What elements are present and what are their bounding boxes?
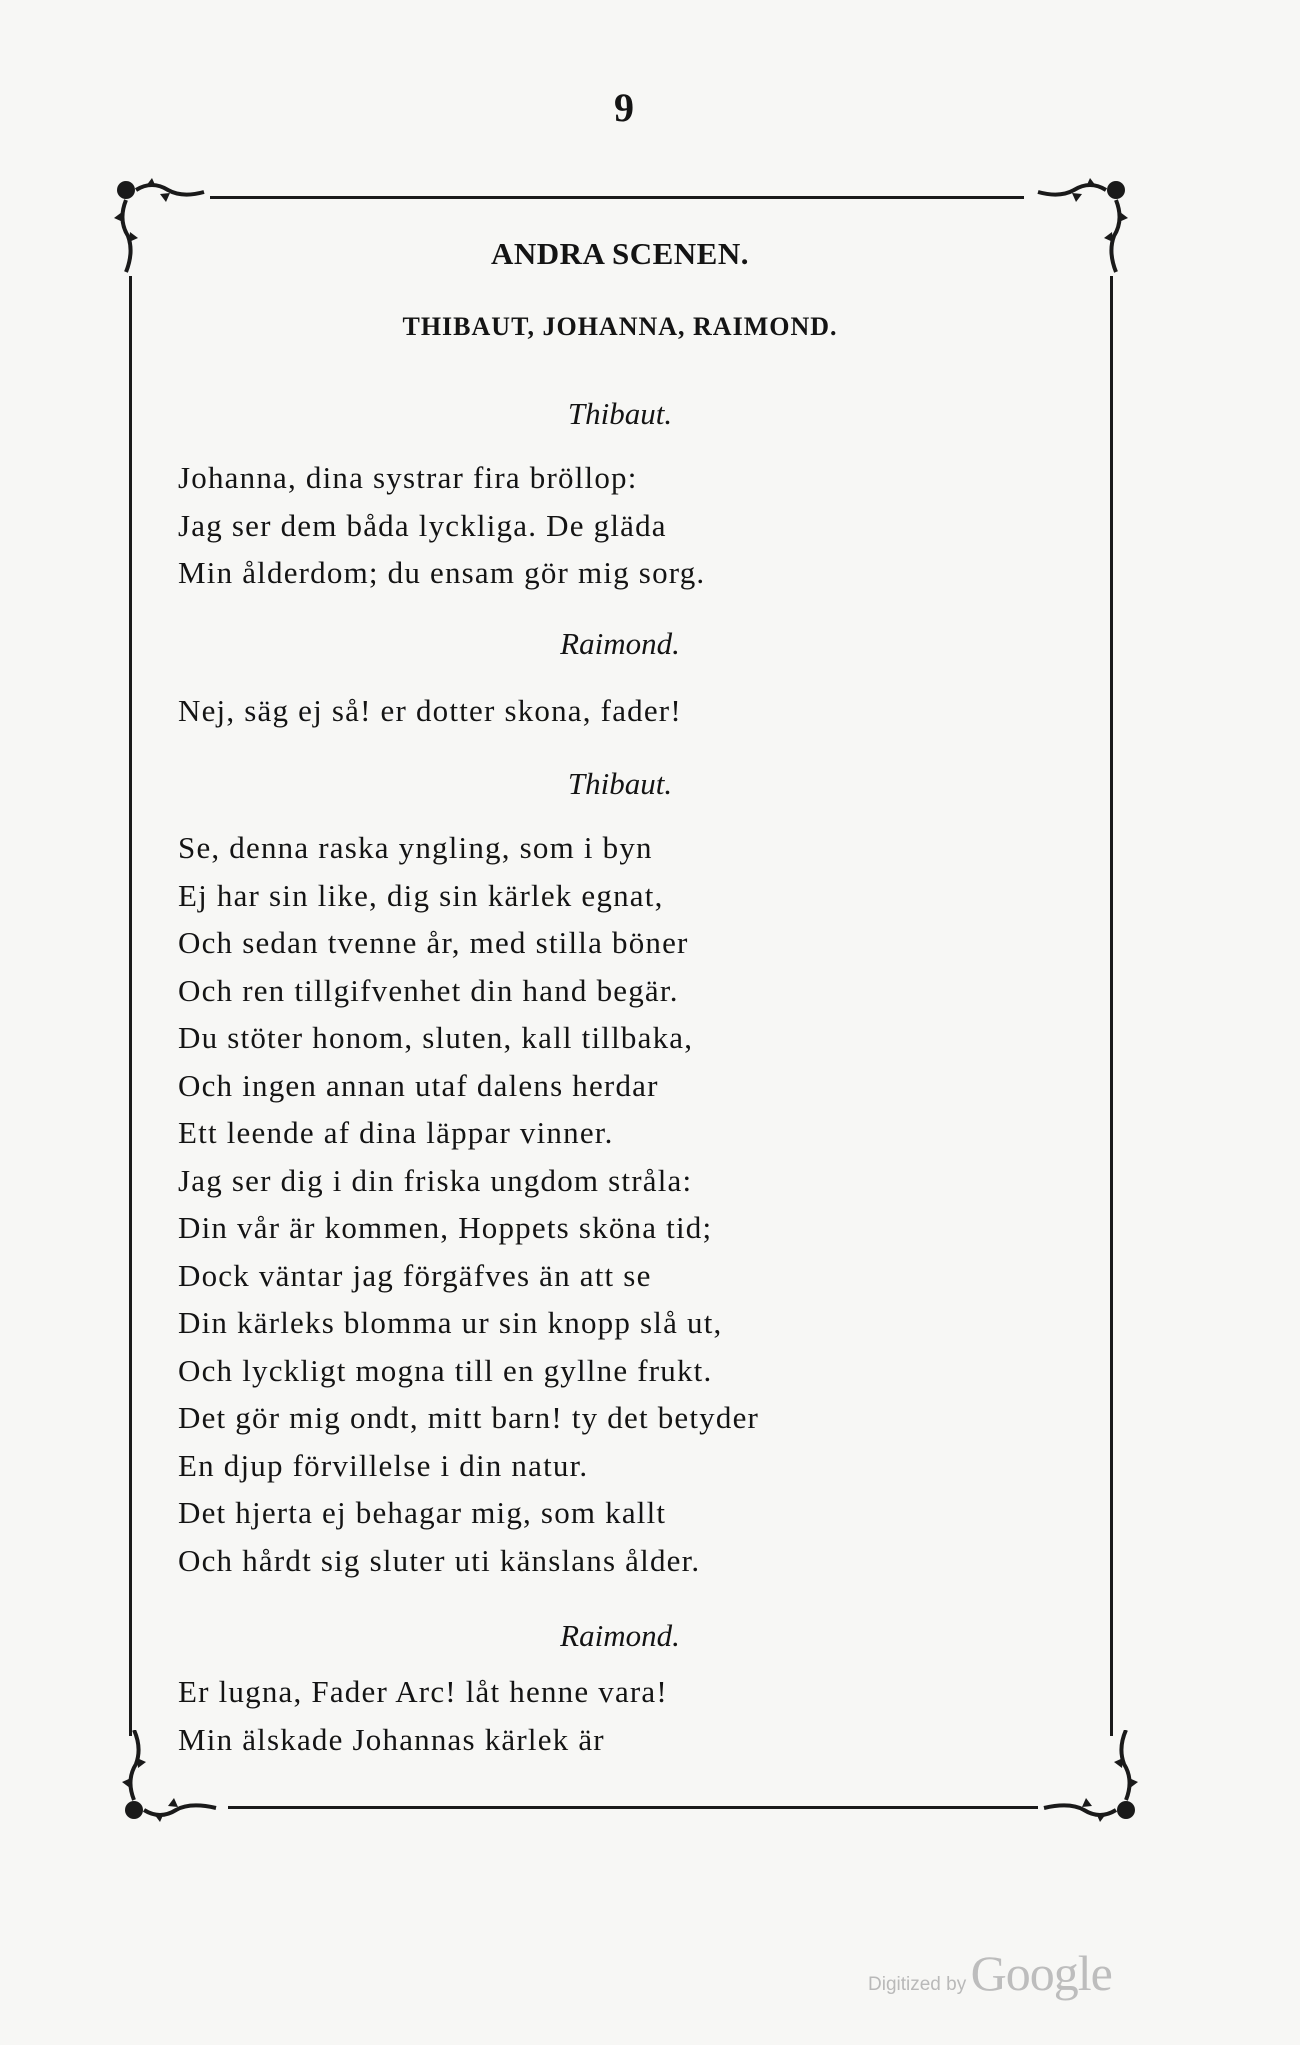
speech-lines: [178, 454, 705, 597]
frame-bottom-rule: [228, 1806, 1038, 1809]
verse-line: Jag ser dig i din friska ungdom stråla:: [178, 1162, 693, 1198]
verse-line: Dock väntar jag förgäfves än att se: [178, 1257, 652, 1293]
verse-line: En djup förvillelse i din natur.: [178, 1447, 589, 1483]
verse-line: Och hårdt sig sluter uti känslans ålder.: [178, 1542, 701, 1578]
frame-top-rule: [210, 196, 1024, 199]
verse-line: Det gör mig ondt, mitt barn! ty det betyder: [178, 1400, 760, 1435]
character-list: THIBAUT, JOHANNA, RAIMOND.: [402, 312, 838, 341]
speech-lines: [178, 1668, 668, 1763]
page-number: 9: [614, 85, 634, 130]
verse-line: Och lyckligt mogna till en gyllne frukt.: [178, 1352, 713, 1388]
speaker-name: Raimond.: [560, 626, 680, 661]
speaker-name: Thibaut.: [567, 766, 673, 801]
verse-line: Er lugna, Fader Arc! låt henne vara!: [178, 1674, 668, 1709]
verse-line: Och sedan tvenne år, med stilla böner: [178, 925, 689, 960]
verse-line: Du stöter honom, sluten, kall tillbaka,: [178, 1020, 694, 1055]
frame-left-rule: [129, 276, 132, 1736]
verse-line: Och ingen annan utaf dalens herdar: [178, 1067, 659, 1103]
verse-line: Ett leende af dina läppar vinner.: [178, 1115, 614, 1150]
verse-line: Se, denna raska yngling, som i byn: [178, 830, 653, 865]
scene-title: ANDRA SCENEN.: [491, 236, 749, 271]
verse-line: Och ren tillgifvenhet din hand begär.: [178, 972, 679, 1008]
verse-line: Din kärleks blomma ur sin knopp slå ut,: [178, 1305, 723, 1340]
verse-line: Min älskade Johannas kärlek är: [178, 1721, 605, 1757]
speaker-name: Thibaut.: [567, 396, 673, 431]
speech-lines: [178, 687, 682, 735]
verse-line: Din vår är kommen, Hoppets sköna tid;: [178, 1210, 713, 1245]
speaker-name: Raimond.: [560, 1618, 680, 1653]
verse-line: Johanna, dina systrar fira bröllop:: [178, 460, 638, 495]
speech-lines: [178, 824, 759, 1584]
corner-ornament-icon: [1040, 1730, 1140, 1830]
verse-line: Min ålderdom; du ensam gör mig sorg.: [178, 555, 706, 590]
google-logo: Google: [970, 1945, 1112, 2001]
verse-line: Ej har sin like, dig sin kärlek egnat,: [178, 877, 664, 913]
frame-right-rule: [1110, 276, 1113, 1736]
watermark-prefix: Digitized by: [868, 1974, 967, 1995]
verse-line: Det hjerta ej behagar mig, som kallt: [178, 1495, 667, 1530]
digitized-watermark: [868, 1944, 1112, 2002]
verse-line: Nej, säg ej så! er dotter skona, fader!: [178, 693, 682, 728]
verse-line: Jag ser dem båda lyckliga. De gläda: [178, 507, 667, 543]
